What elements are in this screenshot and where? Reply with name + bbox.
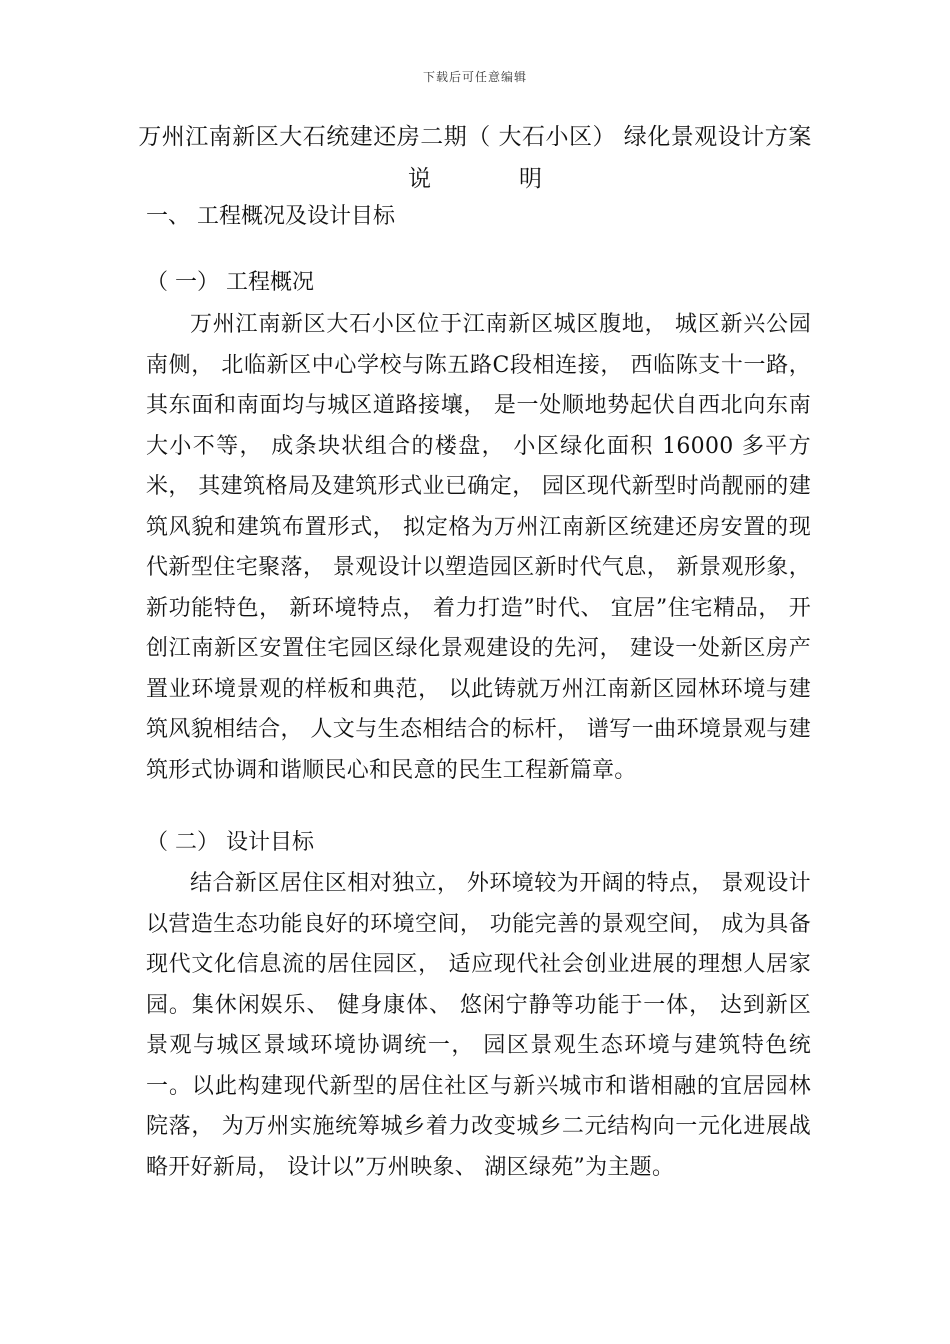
document-subtitle: [0, 162, 950, 196]
page-header-note: 下载后可任意编辑: [422, 70, 527, 84]
document-title: 万州江南新区大石统建还房二期（ 大石小区） 绿化景观设计方案: [138, 124, 812, 150]
paragraph-design-goals: 结合新区居住区相对独立， 外环境较为开阔的特点， 景观设计以营造生态功能良好的环境空间， 功能完善的景观空间， 成为具备现代文化信息流的居住园区， 适应现代社会创业进展的理想人居家园。集休闲娱乐、 健身康体、 悠闲宁静等功能于一体， 达到新区景观与城区景域环境协调统一， 园区景观生态环境与建筑特色统一。以此构建现代新型的居住社区与新兴城市和谐相融的宜居园林院落， 为万州实施统筹城乡着力改变城乡二元结构向一元化进展战略开好新局， 设计以”万州映象、 湖区绿苑”为主题。: [146, 871, 812, 1180]
subtitle-char-2: 明: [519, 166, 542, 192]
subsection-heading-project-overview: （ 一） 工程概况: [146, 270, 314, 295]
subsection-heading-design-goals: （ 二） 设计目标: [146, 830, 314, 855]
section-heading-1: 一、 工程概况及设计目标: [146, 204, 395, 229]
paragraph-project-overview: 万州江南新区大石小区位于江南新区城区腹地， 城区新兴公园南侧， 北临新区中心学校与陈五路C段相连接， 西临陈支十一路， 其东面和南面均与城区道路接壤， 是一处顺地势起伏自西北向东南大小不等， 成条块状组合的楼盘， 小区绿化面积 16000 多平方米， 其建筑格局及建筑形式业已确定， 园区现代新型时尚靓丽的建筑风貌和建筑布置形式， 拟定格为万州江南新区统建还房安置的现代新型住宅聚落， 景观设计以塑造园区新时代气息， 新景观形象， 新功能特色， 新环境特点， 着力打造”时代、 宜居”住宅精品， 开创江南新区安置住宅园区绿化景观建设的先河， 建设一处新区房产置业环境景观的样板和典范， 以此铸就万州江南新区园林环境与建筑风貌相结合， 人文与生态相结合的标杆， 谱写一曲环境景观与建筑形式协调和谐顺民心和民意的民生工程新篇章。: [146, 312, 811, 783]
subtitle-char-1: 说: [408, 166, 431, 192]
